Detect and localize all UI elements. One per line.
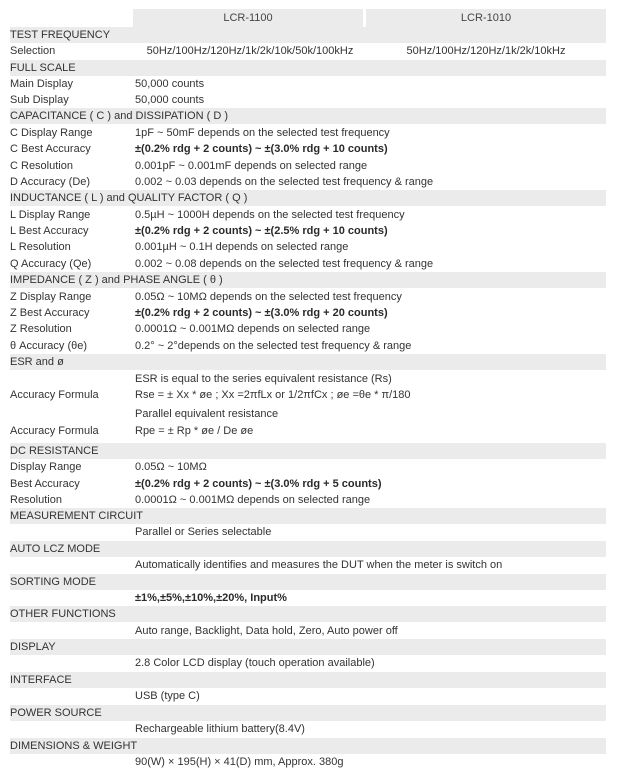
spec-value: ±1%,±5%,±10%,±20%, Input% <box>135 592 287 604</box>
section-title: POWER SOURCE <box>10 707 102 719</box>
section-header <box>10 508 606 524</box>
section-title: FULL SCALE <box>10 62 76 74</box>
spec-value: 90(W) × 195(H) × 41(D) mm, Approx. 380g <box>135 756 344 768</box>
spec-value: 0.002 ~ 0.03 depends on the selected test frequency & range <box>135 176 434 188</box>
spec-value: Rechargeable lithium battery(8.4V) <box>135 723 305 735</box>
spec-label: C Display Range <box>10 127 93 139</box>
spec-value: Parallel or Series selectable <box>135 526 272 538</box>
spec-value: 0.0001Ω ~ 0.001MΩ depends on selected range <box>135 323 371 335</box>
column-header-lcr-1010: LCR-1010 <box>366 9 606 27</box>
section-header <box>10 672 606 688</box>
section-header <box>10 639 606 655</box>
spec-label: L Display Range <box>10 209 91 221</box>
spec-label: Display Range <box>10 461 82 473</box>
spec-row <box>10 223 606 239</box>
spec-row <box>10 406 606 422</box>
section-header <box>10 108 606 124</box>
spec-label: Sub Display <box>10 94 69 106</box>
section-header <box>10 606 606 622</box>
spec-row <box>10 305 606 321</box>
spec-value: Automatically identifies and measures the DUT when the meter is switch on <box>135 559 503 571</box>
section-header <box>10 443 606 459</box>
section-header <box>10 354 606 370</box>
spec-label: Z Resolution <box>10 323 72 335</box>
spec-row <box>10 688 606 704</box>
spec-label: L Best Accuracy <box>10 225 89 237</box>
spec-label: D Accuracy (De) <box>10 176 91 188</box>
spec-row <box>10 125 606 141</box>
section-title: ESR and ø <box>10 356 64 368</box>
spec-row <box>10 141 606 157</box>
section-header <box>10 738 606 754</box>
spec-value: Rpe = ± Rp * øe / De øe <box>135 425 254 437</box>
spec-value-lcr-1100: 50Hz/100Hz/120Hz/1k/2k/10k/50k/100kHz <box>146 45 354 57</box>
spec-row <box>10 590 606 606</box>
spec-value: 0.002 ~ 0.08 depends on the selected test frequency & range <box>135 258 434 270</box>
spec-label: θ Accuracy (θe) <box>10 340 88 352</box>
spec-label: Accuracy Formula <box>10 425 99 437</box>
spec-label: Z Best Accuracy <box>10 307 90 319</box>
spec-row <box>10 256 606 272</box>
spec-value: ESR is equal to the series equivalent resistance (Rs) <box>135 373 392 385</box>
spec-label: Main Display <box>10 78 73 90</box>
spec-value: 0.5µH ~ 1000H depends on the selected test frequency <box>135 209 405 221</box>
spec-value: ±(0.2% rdg + 2 counts) ~ ±(2.5% rdg + 10 counts) <box>135 225 388 237</box>
section-title: CAPACITANCE ( C ) and DISSIPATION ( D ) <box>10 110 228 122</box>
spec-value: ±(0.2% rdg + 2 counts) ~ ±(3.0% rdg + 5 counts) <box>135 478 382 490</box>
spec-value: 0.001µH ~ 0.1H depends on selected range <box>135 241 349 253</box>
section-title: TEST FREQUENCY <box>10 29 111 41</box>
spec-row <box>10 492 606 508</box>
spec-value: Auto range, Backlight, Data hold, Zero, Auto power off <box>135 625 398 637</box>
section-header <box>10 272 606 288</box>
spec-value: Rse = ± Xx * øe ; Xx =2πfLx or 1/2πfCx ; øe =θe * π/180 <box>135 389 411 401</box>
section-title: IMPEDANCE ( Z ) and PHASE ANGLE ( θ ) <box>10 274 223 286</box>
section-title: MEASUREMENT CIRCUIT <box>10 510 144 522</box>
spec-label: Selection <box>10 45 56 57</box>
spec-row <box>10 92 606 108</box>
spec-label: Q Accuracy (Qe) <box>10 258 92 270</box>
section-title: DISPLAY <box>10 641 56 653</box>
spec-value: Parallel equivalent resistance <box>135 408 279 420</box>
section-title: INDUCTANCE ( L ) and QUALITY FACTOR ( Q ) <box>10 192 248 204</box>
spec-value: 50,000 counts <box>135 78 205 90</box>
spec-row <box>10 754 606 770</box>
spec-row <box>10 76 606 92</box>
section-title: OTHER FUNCTIONS <box>10 608 116 620</box>
section-title: DIMENSIONS & WEIGHT <box>10 740 138 752</box>
section-header <box>10 27 606 43</box>
spec-label: L Resolution <box>10 241 71 253</box>
section-header <box>10 541 606 557</box>
section-title: AUTO LCZ MODE <box>10 543 101 555</box>
spec-row <box>10 158 606 174</box>
spec-label: C Best Accuracy <box>10 143 91 155</box>
spec-row <box>10 721 606 737</box>
spec-row <box>10 387 606 403</box>
spec-value-lcr-1010: 50Hz/100Hz/120Hz/1k/2k/10kHz <box>406 45 566 57</box>
spec-row <box>10 174 606 190</box>
spec-value: 0.2° ~ 2°depends on the selected test frequency & range <box>135 340 412 352</box>
spec-label: C Resolution <box>10 160 73 172</box>
spec-row <box>10 338 606 354</box>
spec-row <box>10 321 606 337</box>
spec-value: 0.0001Ω ~ 0.001MΩ depends on selected range <box>135 494 371 506</box>
section-header <box>10 60 606 76</box>
spec-value: 50,000 counts <box>135 94 205 106</box>
spec-row <box>10 459 606 475</box>
spec-value: 2.8 Color LCD display (touch operation available) <box>135 657 375 669</box>
spec-row <box>10 423 606 439</box>
spec-row <box>10 623 606 639</box>
spec-row <box>10 289 606 305</box>
spec-value: 1pF ~ 50mF depends on the selected test frequency <box>135 127 390 139</box>
section-header <box>10 190 606 206</box>
section-title: INTERFACE <box>10 674 72 686</box>
spec-label: Best Accuracy <box>10 478 80 490</box>
spec-value: 0.05Ω ~ 10MΩ depends on the selected test frequency <box>135 291 402 303</box>
section-title: DC RESISTANCE <box>10 445 99 457</box>
spec-label: Accuracy Formula <box>10 389 99 401</box>
spec-value: ±(0.2% rdg + 2 counts) ~ ±(3.0% rdg + 20 counts) <box>135 307 388 319</box>
spec-value: 0.05Ω ~ 10MΩ <box>135 461 207 473</box>
spec-row <box>10 476 606 492</box>
spec-row <box>10 43 606 59</box>
spec-row <box>10 239 606 255</box>
spec-value: 0.001pF ~ 0.001mF depends on selected range <box>135 160 368 172</box>
column-header-lcr-1100: LCR-1100 <box>133 9 363 27</box>
section-header <box>10 574 606 590</box>
section-title: SORTING MODE <box>10 576 96 588</box>
spec-row <box>10 557 606 573</box>
spec-label: Z Display Range <box>10 291 92 303</box>
spec-label: Resolution <box>10 494 62 506</box>
spec-value: ±(0.2% rdg + 2 counts) ~ ±(3.0% rdg + 10 counts) <box>135 143 388 155</box>
spec-row <box>10 371 606 387</box>
spec-row <box>10 655 606 671</box>
section-header <box>10 705 606 721</box>
spec-value: USB (type C) <box>135 690 200 702</box>
spec-row <box>10 524 606 540</box>
spec-row <box>10 207 606 223</box>
